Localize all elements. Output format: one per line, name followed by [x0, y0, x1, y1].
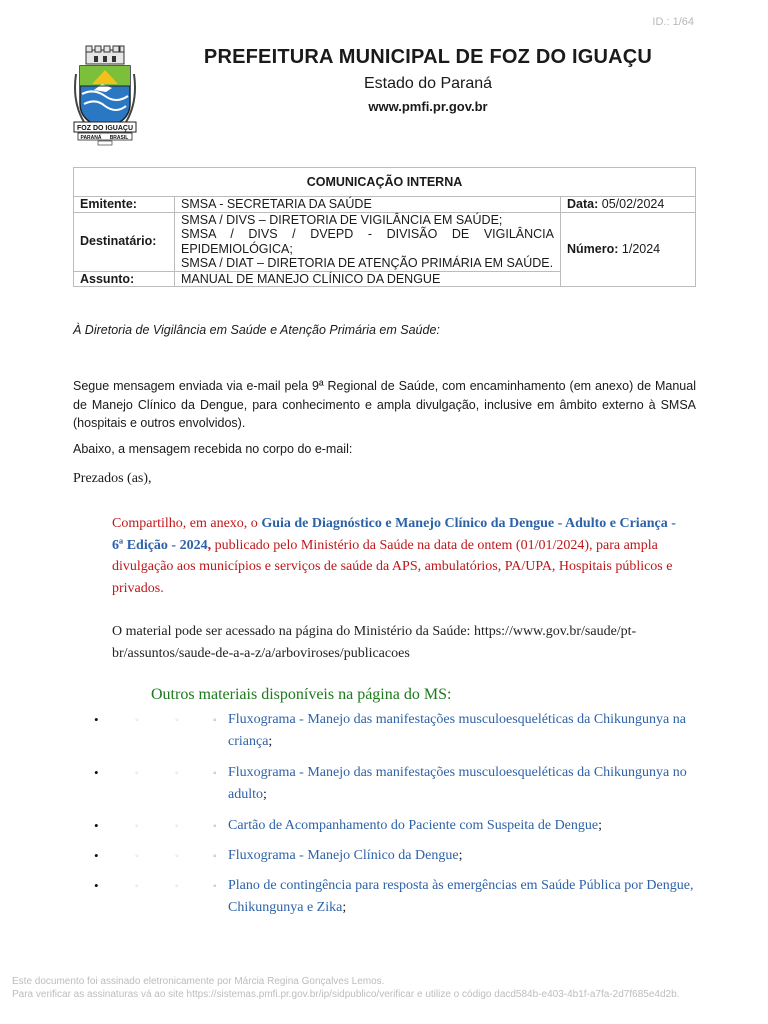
crest-right-text: BRASIL: [109, 135, 129, 141]
faded-marker: ◦: [135, 821, 139, 832]
faded-marker: ◦: [135, 715, 139, 726]
assunto-value: MANUAL DE MANEJO CLÍNICO DA DENGUE: [175, 271, 561, 287]
guide-title-link[interactable]: Guia de Diagnóstico e Manejo Clínico da Dengue - Adulto e Criança - 6ª Edição - 2024: [112, 516, 676, 553]
destinatario-label: Destinatário:: [74, 212, 175, 271]
document-header: [160, 46, 696, 114]
data-value: 05/02/2024: [601, 197, 665, 211]
assunto-label: Assunto:: [74, 271, 175, 287]
sub-bullet: ◦: [213, 715, 217, 726]
signature-footer: [12, 976, 679, 1001]
crest-left-text: PARANÁ: [80, 135, 102, 141]
greeting: Prezados (as),: [73, 471, 152, 486]
bullet: •: [94, 765, 99, 780]
destinatario-line: SMSA / DIAT – DIRETORIA DE ATENÇÃO PRIMÁRIA EM SAÚDE.: [181, 256, 554, 270]
destinatario-value: [175, 212, 561, 271]
page-title: PREFEITURA MUNICIPAL DE FOZ DO IGUAÇU: [203, 46, 653, 68]
material-link[interactable]: Plano de contingência para resposta às emergências em Saúde Pública por Dengue, Chikungunya e Zika;: [228, 878, 694, 915]
faded-marker: ◦: [135, 768, 139, 779]
numero-label: Número:: [567, 242, 619, 256]
footer-signature-line: Este documento foi assinado eletronicamente por Márcia Regina Gonçalves Lemos.: [12, 976, 385, 987]
emitente-value: SMSA - SECRETARIA DA SAÚDE: [175, 197, 561, 213]
page-id: ID.: 1/64: [652, 16, 694, 28]
material-link[interactable]: Fluxograma - Manejo das manifestações musculoesqueléticas da Chikungunya na criança;: [228, 712, 686, 749]
bullet: •: [94, 818, 99, 833]
faded-marker: ◦: [175, 851, 179, 862]
material-link[interactable]: Fluxograma - Manejo das manifestações musculoesqueléticas da Chikungunya no adulto;: [228, 765, 687, 802]
material-paragraph: O material pode ser acessado na página do Ministério da Saúde: https://www.gov.br/saude/pt-br/assuntos/saude-de-a-a-z/a/arboviroses/publicacoes: [112, 624, 637, 661]
share-paragraph: [112, 513, 690, 599]
body-paragraph: Segue mensagem enviada via e-mail pela 9ª Regional de Saúde, com encaminhamento (em anexo) de Manual de Manejo Clínico da Dengue, para conhecimento e ampla divulgação, inclusive em âmbito externo à SMSA (hospitais e outros envolvidos).: [73, 379, 696, 430]
memo-title: COMUNICAÇÃO INTERNA: [74, 168, 696, 197]
sub-bullet: ◦: [213, 821, 217, 832]
bullet: •: [94, 878, 99, 893]
sub-bullet: ◦: [213, 768, 217, 779]
intro-line: À Diretoria de Vigilância em Saúde e Atenção Primária em Saúde:: [73, 323, 440, 337]
numero-value: 1/2024: [621, 242, 661, 256]
body-paragraph: Abaixo, a mensagem recebida no corpo do e-mail:: [73, 442, 353, 456]
faded-marker: ◦: [175, 881, 179, 892]
data-cell: [561, 197, 696, 213]
sub-bullet: ◦: [213, 851, 217, 862]
faded-marker: ◦: [175, 821, 179, 832]
faded-marker: ◦: [175, 768, 179, 779]
memo-table: [73, 167, 696, 287]
share-prefix: Compartilho, em anexo, o: [112, 516, 262, 531]
data-label: Data:: [567, 197, 599, 211]
material-link[interactable]: Cartão de Acompanhamento do Paciente com Suspeita de Dengue;: [228, 818, 603, 833]
faded-marker: ◦: [135, 851, 139, 862]
crest-name-text: FOZ DO IGUAÇU: [77, 125, 133, 132]
share-suffix: publicado pelo Ministério da Saúde na data de ontem (01/01/2024), para ampla divulgação aos municípios e serviços de saúde da APS, ambulatórios, PA/UPA, Hospitais públicos e privados.: [112, 537, 673, 596]
emitente-label: Emitente:: [74, 197, 175, 213]
faded-marker: ◦: [135, 881, 139, 892]
destinatario-line: SMSA / DIVS / DVEPD - DIVISÃO DE VIGILÂNCIA EPIDEMIOLÓGICA;: [181, 227, 554, 256]
bullet: •: [94, 848, 99, 863]
footer-verify-line: Para verificar as assinaturas vá ao site https://sistemas.pmfi.pr.gov.br/ip/sidpublico/verificar e utilize o código dacd584b-e403-4b1f-a7fa-2d7f685e4d2b.: [12, 988, 680, 1000]
state-subtitle: Estado do Paraná: [363, 75, 493, 92]
sub-bullet: ◦: [213, 881, 217, 892]
website-link[interactable]: www.pmfi.pr.gov.br: [368, 99, 488, 114]
numero-cell: [561, 212, 696, 287]
material-link[interactable]: Fluxograma - Manejo Clínico da Dengue;: [228, 848, 463, 863]
destinatario-line: SMSA / DIVS – DIRETORIA DE VIGILÂNCIA EM SAÚDE;: [181, 212, 503, 227]
bullet: •: [94, 712, 99, 727]
share-comma: ,: [207, 537, 212, 553]
faded-marker: ◦: [175, 715, 179, 726]
city-crest-logo: [72, 44, 138, 150]
other-materials-heading: Outros materiais disponíveis na página do MS:: [151, 686, 452, 703]
